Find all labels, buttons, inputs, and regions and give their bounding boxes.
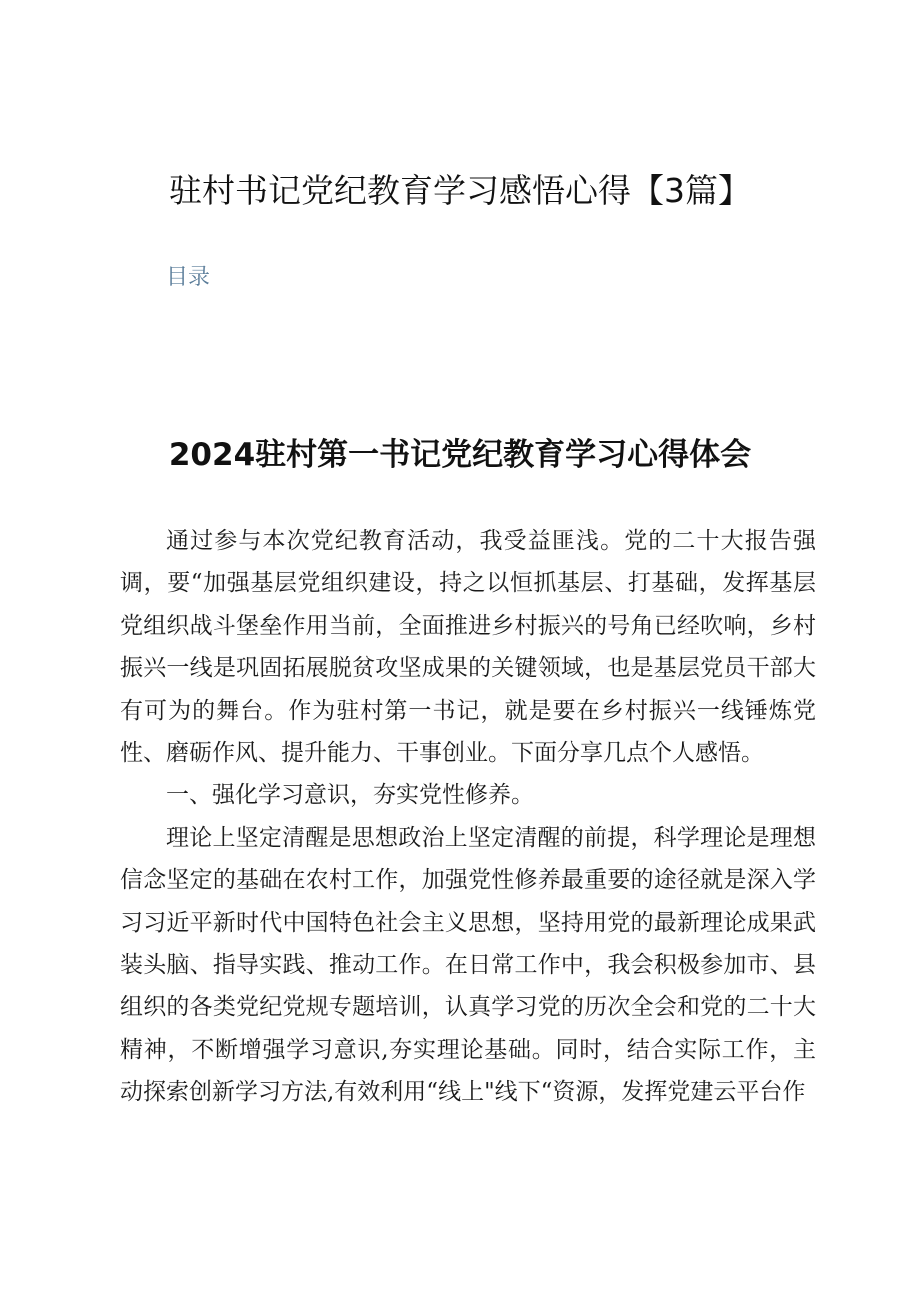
document-title: 驻村书记党纪教育学习感悟心得【3篇】 bbox=[169, 171, 751, 210]
article-body bbox=[120, 520, 816, 1114]
paragraph-intro: 通过参与本次党纪教育活动，我受益匪浅。党的二十大报告强调，要“加强基层党组织建设，持之以恒抓基层、打基础，发挥基层党组织战斗堡垒作用当前，全面推进乡村振兴的号角已经吹响，乡村振兴一线是巩固拓展脱贫攻坚成果的关键领域，也是基层党员干部大有可为的舞台。作为驻村第一书记，就是要在乡村振兴一线锤炼党性、磨砺作风、提升能力、干事创业。下面分享几点个人感悟。 bbox=[120, 528, 816, 767]
article-title: 2024驻村第一书记党纪教育学习心得体会 bbox=[168, 437, 752, 473]
section-heading-1: 一、强化学习意识，夯实党性修养。 bbox=[166, 782, 534, 809]
paragraph-section-1: 理论上坚定清醒是思想政治上坚定清醒的前提，科学理论是理想信念坚定的基础在农村工作，加强党性修养最重要的途径就是深入学习习近平新时代中国特色社会主义思想，坚持用党的最新理论成果武装头脑、指导实践、推动工作。在日常工作中，我会积极参加市、县组织的各类党纪党规专题培训，认真学习党的历次全会和党的二十大精神，不断增强学习意识,夯实理论基础。同时，结合实际工作，主动探索创新学习方法,有效利用“线上"线下“资源，发挥党建云平台作 bbox=[120, 824, 816, 1106]
table-of-contents-link[interactable]: 目录 bbox=[166, 265, 211, 290]
